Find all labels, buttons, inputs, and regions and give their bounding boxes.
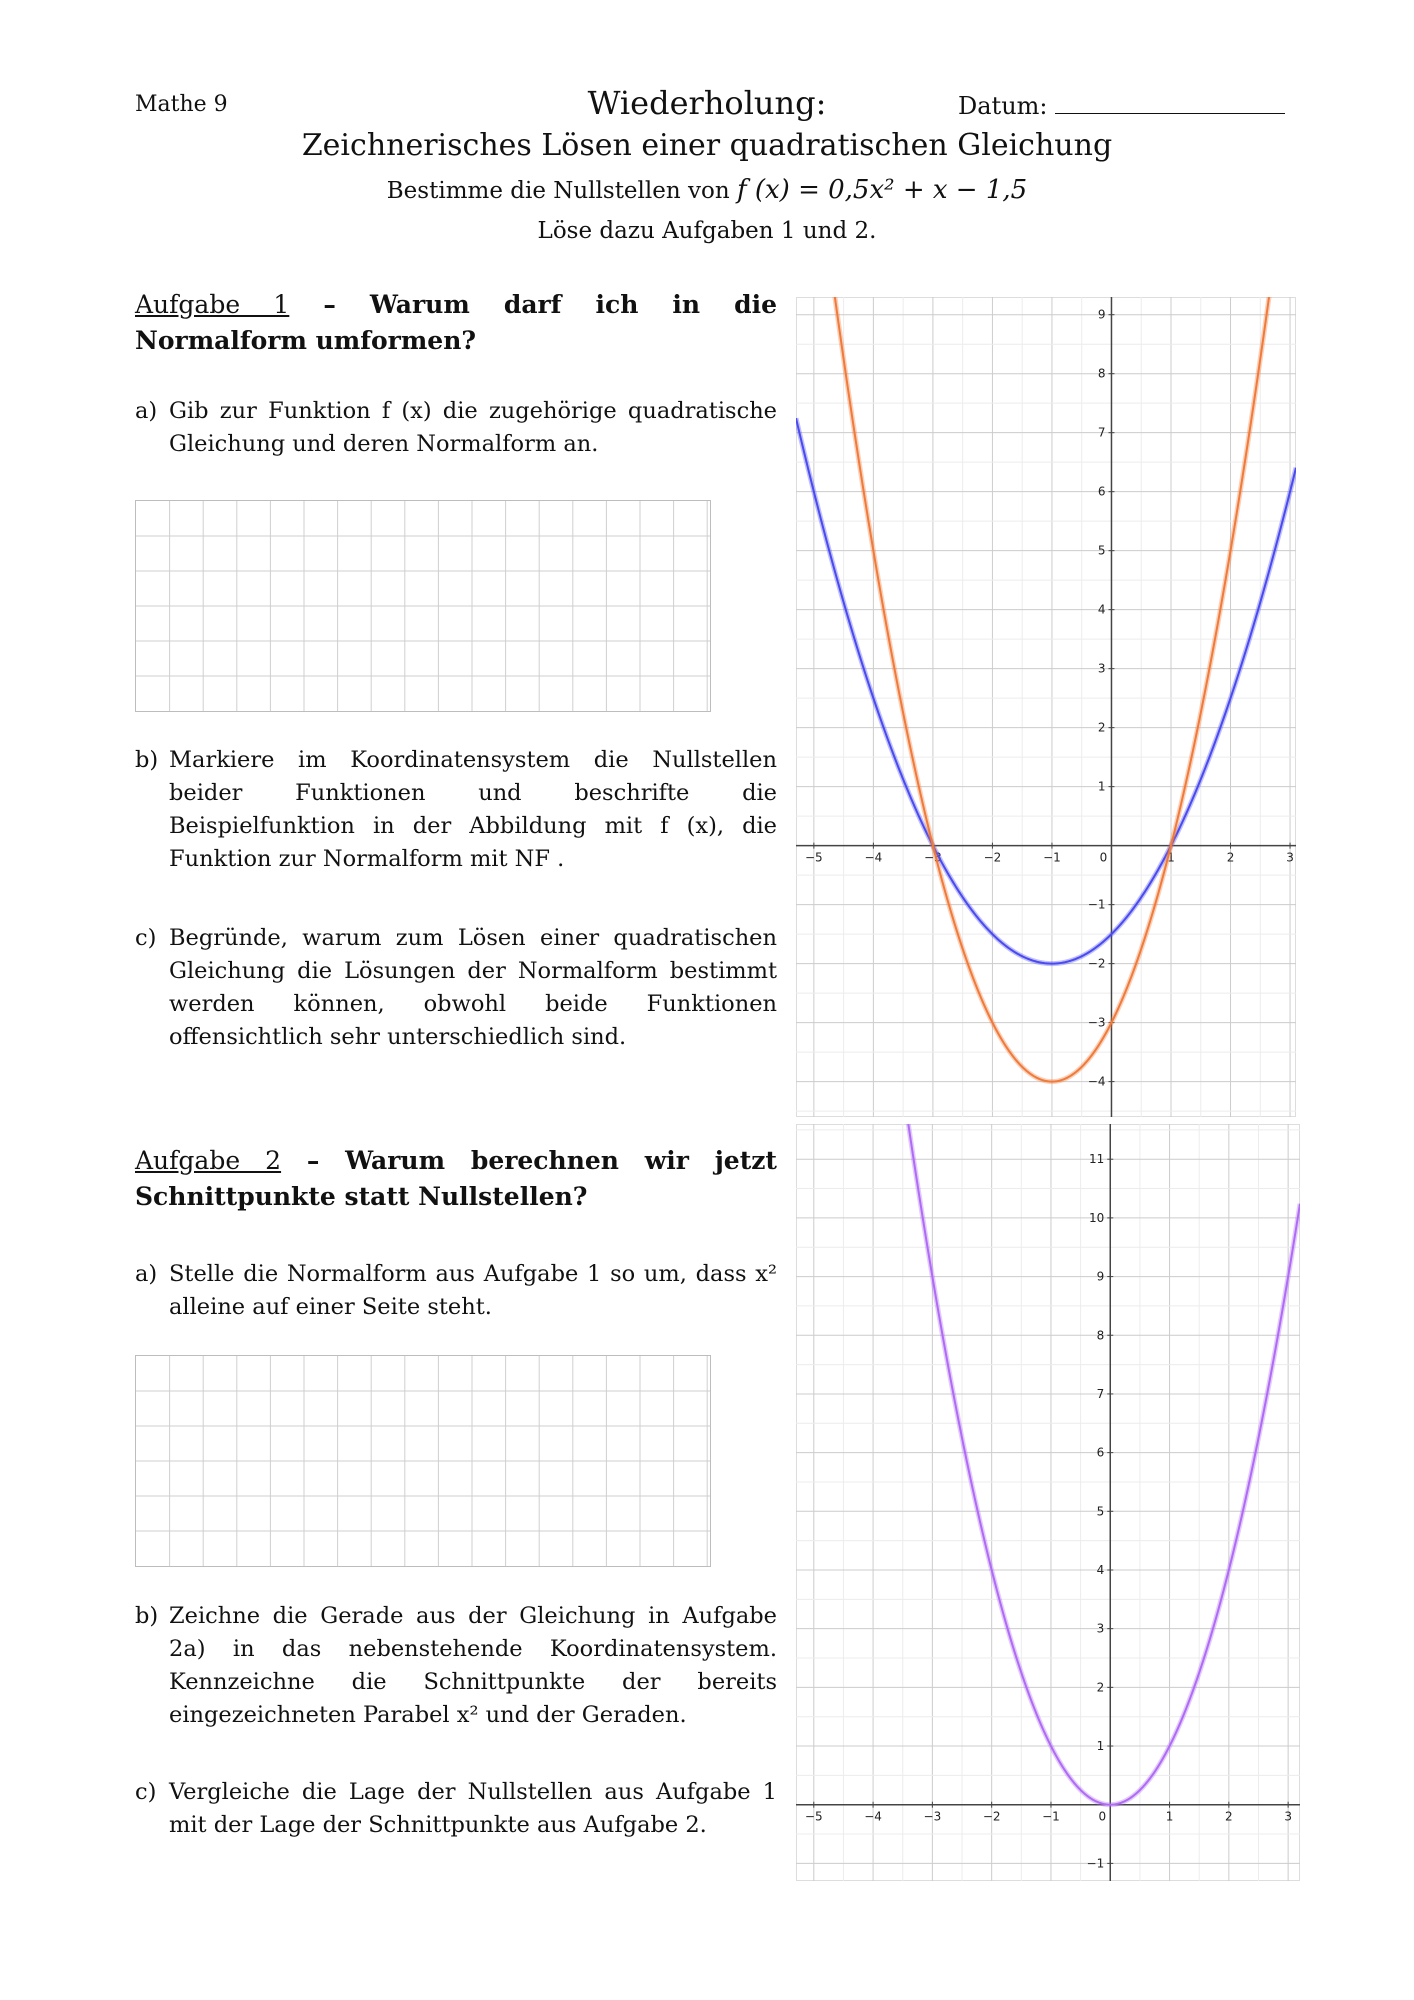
y-tick-label: 4 bbox=[1097, 602, 1106, 617]
y-tick-label: 10 bbox=[1088, 1210, 1105, 1225]
aufgabe2-c-label: c) bbox=[135, 1779, 157, 1805]
aufgabe1-heading bbox=[135, 287, 777, 359]
y-tick-label: −4 bbox=[1087, 1074, 1106, 1089]
y-tick-label: 6 bbox=[1096, 1445, 1105, 1460]
x-tick-label: 2 bbox=[1226, 850, 1235, 865]
plot-frame bbox=[797, 298, 1296, 1117]
date-field[interactable] bbox=[958, 92, 1285, 120]
aufgabe1-a-label: a) bbox=[135, 398, 158, 424]
y-tick-label: 7 bbox=[1096, 1386, 1105, 1401]
aufgabe2-c bbox=[135, 1776, 777, 1842]
y-tick-label: −1 bbox=[1086, 1856, 1105, 1871]
x-tick-label: −4 bbox=[864, 850, 883, 865]
aufgabe2-b-label: b) bbox=[135, 1603, 159, 1629]
aufgabe1-a-text: Gib zur Funktion f (x) die zugehörige quadratische Gleichung und deren Normalform an. bbox=[169, 398, 777, 457]
aufgabe2-heading bbox=[135, 1143, 777, 1215]
aufgabe1-b-label: b) bbox=[135, 747, 159, 773]
y-tick-label: 1 bbox=[1096, 1739, 1105, 1754]
aufgabe1-c-text: Begründe, warum zum Lösen einer quadratischen Gleichung die Lösungen der Normalform bestimmt werden können, obwohl beide Funktionen offensichtlich sehr unterschiedlich sind. bbox=[169, 925, 777, 1050]
date-line[interactable] bbox=[1055, 93, 1285, 114]
y-tick-label: 1 bbox=[1097, 779, 1106, 794]
answer-grid-1[interactable] bbox=[135, 500, 711, 712]
aufgabe2-b bbox=[135, 1600, 777, 1732]
y-tick-label: 3 bbox=[1097, 661, 1106, 676]
x-tick-label: 0 bbox=[1098, 1809, 1107, 1824]
y-tick-label: 9 bbox=[1096, 1269, 1105, 1284]
aufgabe1-title: – Warum darf ich in die Normalform umformen? bbox=[135, 290, 777, 355]
x-tick-label: 0 bbox=[1099, 850, 1108, 865]
function-formula: f (x) = 0,5x² + x − 1,5 bbox=[736, 175, 1028, 205]
y-tick-label: 5 bbox=[1097, 543, 1106, 558]
parabola-curve-0 bbox=[796, 418, 1296, 963]
page-subtitle: Zeichnerisches Lösen einer quadratischen Gleichung bbox=[301, 128, 1113, 163]
date-label: Datum: bbox=[958, 92, 1048, 120]
y-tick-label: −2 bbox=[1087, 956, 1106, 971]
x-tick-label: −4 bbox=[864, 1809, 882, 1824]
aufgabe2-b-text: Zeichne die Gerade aus der Gleichung in Aufgabe 2a) in das nebenstehende Koordinatensystem. Kennzeichne die Schnittpunkte der bereits eingezeichneten Parabel x² und der Geraden. bbox=[169, 1603, 777, 1728]
x-tick-label: 2 bbox=[1225, 1809, 1233, 1824]
x-tick-label: −5 bbox=[804, 1809, 823, 1824]
x-tick-label: −2 bbox=[983, 850, 1002, 865]
y-tick-label: −1 bbox=[1087, 897, 1106, 912]
aufgabe1-b bbox=[135, 744, 777, 876]
x-tick-label: −3 bbox=[924, 850, 942, 865]
x-tick-label: 1 bbox=[1165, 1809, 1174, 1824]
aufgabe1-a bbox=[135, 395, 777, 461]
parabola-curve-0 bbox=[908, 1124, 1300, 1805]
x-tick-label: −1 bbox=[1043, 850, 1061, 865]
y-tick-label: 5 bbox=[1096, 1504, 1105, 1519]
task-instruction: Löse dazu Aufgaben 1 und 2. bbox=[537, 218, 877, 244]
aufgabe2-a-label: a) bbox=[135, 1261, 158, 1287]
x-tick-label: 3 bbox=[1286, 850, 1294, 865]
x-tick-label: 1 bbox=[1167, 850, 1175, 865]
plot-frame bbox=[797, 1125, 1300, 1881]
y-tick-label: 8 bbox=[1096, 1328, 1105, 1343]
y-tick-label: 2 bbox=[1096, 1680, 1105, 1695]
coordinate-system-1[interactable] bbox=[796, 297, 1296, 1117]
y-tick-label: 4 bbox=[1096, 1562, 1105, 1577]
task-prefix: Bestimme die Nullstellen von bbox=[386, 178, 730, 204]
aufgabe2-a-text: Stelle die Normalform aus Aufgabe 1 so um, dass x² alleine auf einer Seite steht. bbox=[169, 1261, 777, 1320]
coordinate-system-2[interactable] bbox=[796, 1124, 1300, 1881]
aufgabe2-title: – Warum berechnen wir jetzt Schnittpunkte statt Nullstellen? bbox=[135, 1146, 777, 1211]
aufgabe1-c-label: c) bbox=[135, 925, 157, 951]
y-tick-label: 9 bbox=[1097, 307, 1106, 322]
answer-grid-2[interactable] bbox=[135, 1355, 711, 1567]
subject-label: Mathe 9 bbox=[135, 92, 228, 117]
x-tick-label: 3 bbox=[1284, 1809, 1292, 1824]
task-statement bbox=[0, 175, 1414, 205]
y-tick-label: 7 bbox=[1097, 425, 1106, 440]
aufgabe1-c bbox=[135, 922, 777, 1054]
aufgabe2-label: Aufgabe 2 bbox=[135, 1146, 282, 1175]
x-tick-label: −1 bbox=[1042, 1809, 1060, 1824]
y-tick-label: 3 bbox=[1096, 1621, 1105, 1636]
x-tick-label: −5 bbox=[805, 850, 823, 865]
y-tick-label: −3 bbox=[1087, 1015, 1106, 1030]
x-tick-label: −2 bbox=[982, 1809, 1001, 1824]
aufgabe2-a bbox=[135, 1258, 777, 1324]
page-title: Wiederholung: bbox=[587, 84, 827, 122]
y-tick-label: 6 bbox=[1097, 484, 1106, 499]
y-tick-label: 8 bbox=[1097, 366, 1106, 381]
x-tick-label: −3 bbox=[923, 1809, 942, 1824]
aufgabe1-b-text: Markiere im Koordinatensystem die Nullstellen beider Funktionen und beschrifte die Beispielfunktion in der Abbildung mit f (x), die Funktion zur Normalform mit NF . bbox=[169, 747, 777, 872]
y-tick-label: 11 bbox=[1088, 1152, 1105, 1167]
aufgabe2-c-text: Vergleiche die Lage der Nullstellen aus Aufgabe 1 mit der Lage der Schnittpunkte aus Aufgabe 2. bbox=[169, 1779, 777, 1838]
y-tick-label: 2 bbox=[1097, 720, 1106, 735]
aufgabe1-label: Aufgabe 1 bbox=[135, 290, 290, 319]
